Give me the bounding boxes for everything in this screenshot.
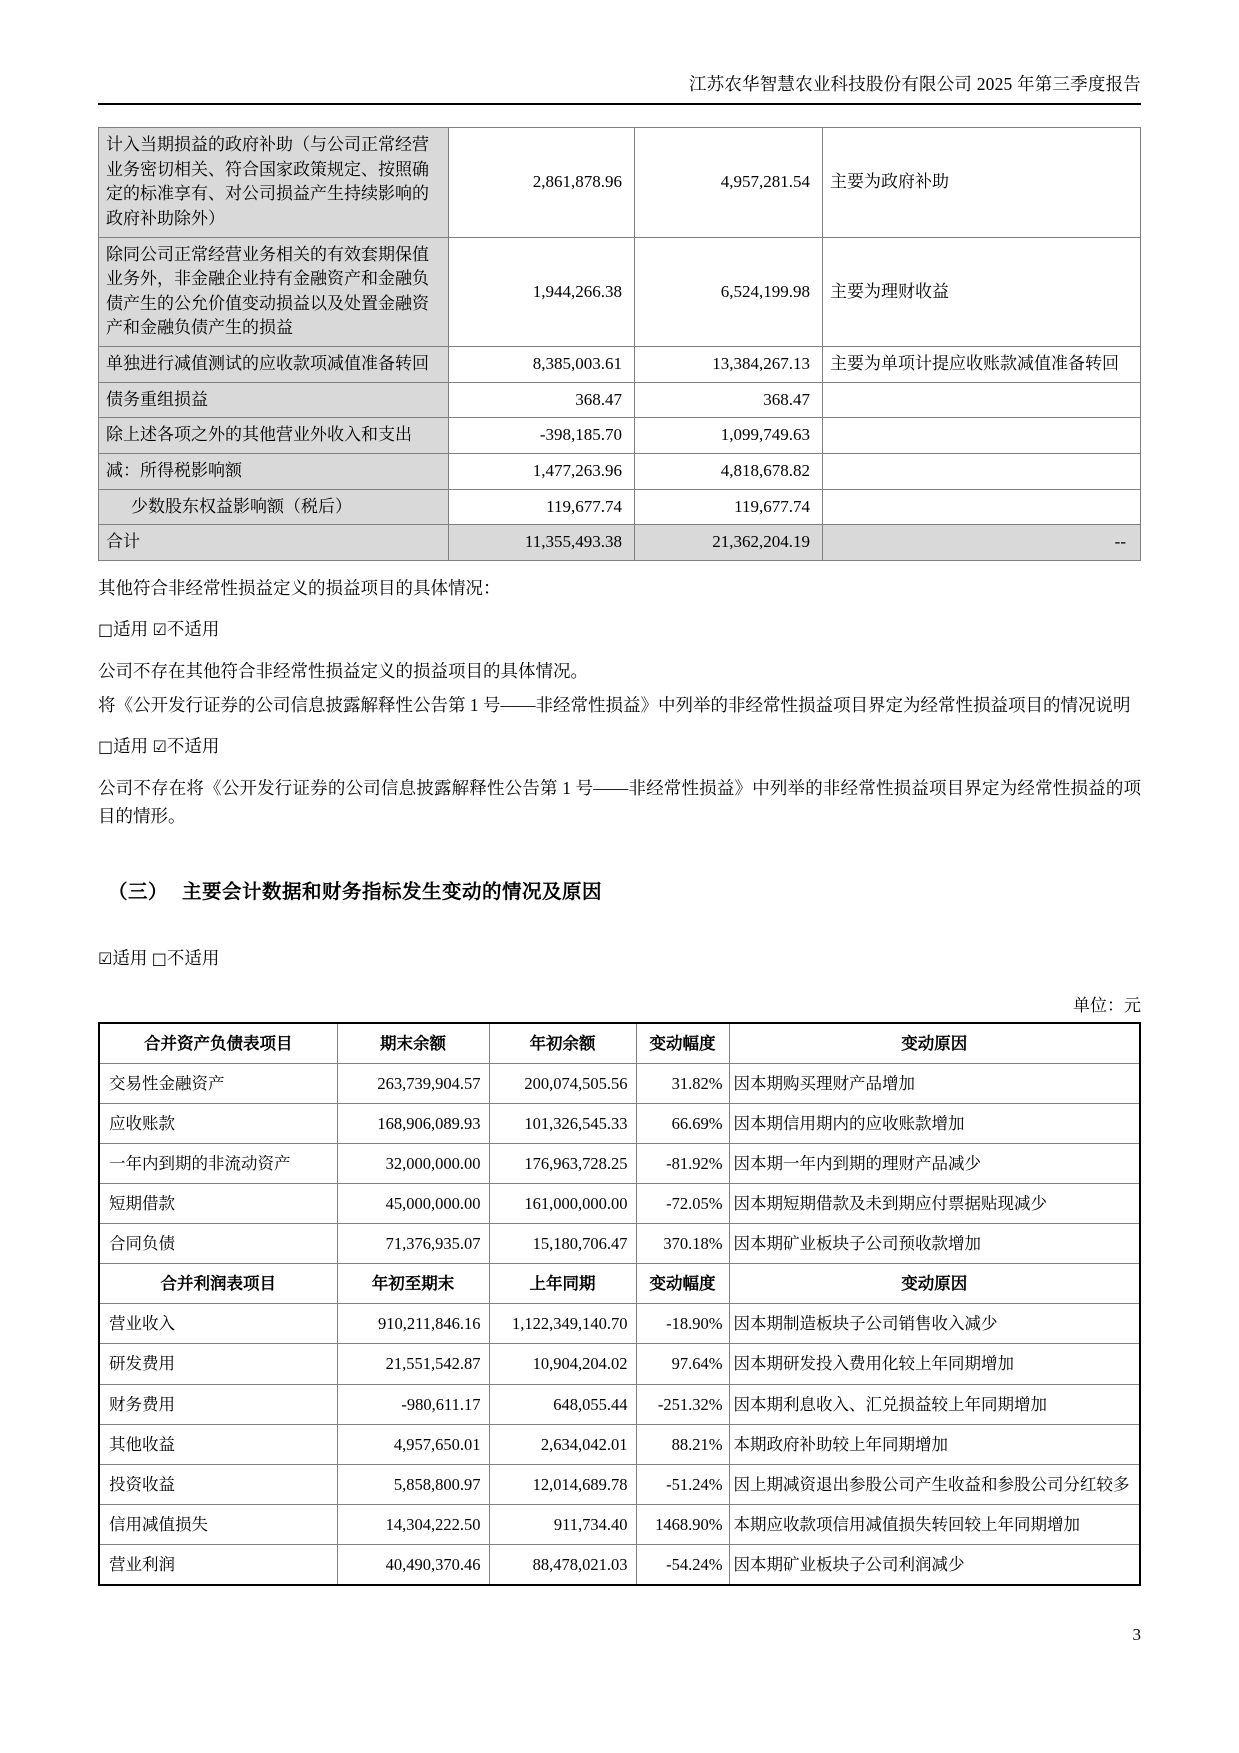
choice-label-not-applicable: 不适用 xyxy=(166,736,220,757)
row-item: 营业利润 xyxy=(99,1544,337,1585)
column-header-ytd: 年初至期末 xyxy=(337,1264,489,1304)
row-item: 财务费用 xyxy=(99,1384,337,1424)
row-prior-period: 1,122,349,140.70 xyxy=(489,1304,636,1344)
row-end-balance: 168,906,089.93 xyxy=(337,1103,489,1143)
row-change: -18.90% xyxy=(636,1304,729,1344)
table-row xyxy=(99,1504,1140,1544)
row-label: 除上述各项之外的其他营业外收入和支出 xyxy=(99,418,449,454)
column-header-item: 合并资产负债表项目 xyxy=(99,1023,337,1064)
table-row xyxy=(99,1144,1140,1184)
table-row xyxy=(99,454,1141,490)
table-row xyxy=(99,1544,1140,1585)
nonrecurring-items-body xyxy=(99,128,1141,561)
row-note: -- xyxy=(823,525,1141,561)
header-title: 江苏农华智慧农业科技股份有限公司 2025 年第三季度报告 xyxy=(688,74,1141,94)
table-row xyxy=(99,1424,1140,1464)
row-item: 应收账款 xyxy=(99,1103,337,1143)
column-header-reason: 变动原因 xyxy=(729,1023,1140,1064)
applicability-choice-2 xyxy=(98,732,1141,760)
row-label: 合计 xyxy=(99,525,449,561)
row-begin-balance: 101,326,545.33 xyxy=(489,1103,636,1143)
other-items-heading: 其他符合非经常性损益定义的损益项目的具体情况： xyxy=(98,577,501,598)
row-value-ytd: 4,957,281.54 xyxy=(635,128,823,238)
row-reason: 因本期矿业板块子公司预收款增加 xyxy=(729,1224,1140,1264)
row-note: 主要为单项计提应收账款减值准备转回 xyxy=(823,347,1141,383)
other-items-text: 公司不存在其他符合非经常性损益定义的损益项目的具体情况。 xyxy=(98,660,588,681)
row-change: 97.64% xyxy=(636,1344,729,1384)
row-value-ytd: 4,818,678.82 xyxy=(635,454,823,490)
row-value-ytd: 13,384,267.13 xyxy=(635,347,823,383)
row-note: 主要为政府补助 xyxy=(823,128,1141,238)
row-begin-balance: 200,074,505.56 xyxy=(489,1063,636,1103)
table-row xyxy=(99,1184,1140,1224)
row-ytd: 21,551,542.87 xyxy=(337,1344,489,1384)
table-header-row-balance xyxy=(99,1023,1140,1064)
row-ytd: 4,957,650.01 xyxy=(337,1424,489,1464)
table-row-total xyxy=(99,525,1141,561)
row-end-balance: 45,000,000.00 xyxy=(337,1184,489,1224)
row-value-ytd: 6,524,199.98 xyxy=(635,237,823,347)
row-change: 66.69% xyxy=(636,1103,729,1143)
row-reason: 因本期矿业板块子公司利润减少 xyxy=(729,1544,1140,1585)
row-note xyxy=(823,418,1141,454)
column-header-change: 变动幅度 xyxy=(636,1023,729,1064)
row-prior-period: 911,734.40 xyxy=(489,1504,636,1544)
row-item: 投资收益 xyxy=(99,1464,337,1504)
row-label: 债务重组损益 xyxy=(99,382,449,418)
unchecked-box-icon[interactable]: □ xyxy=(98,620,114,640)
row-item: 交易性金融资产 xyxy=(99,1063,337,1103)
row-end-balance: 32,000,000.00 xyxy=(337,1144,489,1184)
row-label: 计入当期损益的政府补助（与公司正常经营业务密切相关、符合国家政策规定、按照确定的标准享有、对公司损益产生持续影响的政府补助除外） xyxy=(99,128,449,238)
changes-table xyxy=(98,1022,1141,1586)
row-reason: 因本期一年内到期的理财产品减少 xyxy=(729,1144,1140,1184)
row-change: -251.32% xyxy=(636,1384,729,1424)
row-value-current: 119,677.74 xyxy=(449,489,635,525)
row-ytd: 40,490,370.46 xyxy=(337,1544,489,1585)
row-change: 31.82% xyxy=(636,1063,729,1103)
unchecked-box-icon[interactable]: □ xyxy=(98,737,114,757)
define-heading: 将《公开发行证券的公司信息披露解释性公告第 1 号——非经常性损益》中列举的非经常性损益项目界定为经常性损益项目的情况说明 xyxy=(98,695,1131,715)
checked-box-icon[interactable]: ☑ xyxy=(98,949,113,969)
row-reason: 本期应收款项信用减值损失转回较上年同期增加 xyxy=(729,1504,1140,1544)
row-note xyxy=(823,382,1141,418)
document-header xyxy=(98,0,1141,95)
row-note xyxy=(823,489,1141,525)
row-value-current: 8,385,003.61 xyxy=(449,347,635,383)
table-row xyxy=(99,489,1141,525)
column-header-begin-balance: 年初余额 xyxy=(489,1023,636,1064)
row-ytd: 910,211,846.16 xyxy=(337,1304,489,1344)
column-header-prior-period: 上年同期 xyxy=(489,1264,636,1304)
row-value-ytd: 1,099,749.63 xyxy=(635,418,823,454)
row-item: 营业收入 xyxy=(99,1304,337,1344)
table-row xyxy=(99,128,1141,238)
row-reason: 因本期短期借款及未到期应付票据贴现减少 xyxy=(729,1184,1140,1224)
row-label: 少数股东权益影响额（税后） xyxy=(99,489,449,525)
table-row xyxy=(99,347,1141,383)
column-header-item: 合并利润表项目 xyxy=(99,1264,337,1304)
row-label: 减：所得税影响额 xyxy=(99,454,449,490)
row-item: 一年内到期的非流动资产 xyxy=(99,1144,337,1184)
table-row xyxy=(99,1224,1140,1264)
unchecked-box-icon[interactable]: □ xyxy=(151,949,167,969)
choice-label-applicable: 适用 xyxy=(112,948,148,969)
column-header-end-balance: 期末余额 xyxy=(337,1023,489,1064)
row-value-current: -398,185.70 xyxy=(449,418,635,454)
column-header-reason: 变动原因 xyxy=(729,1264,1140,1304)
row-change: -72.05% xyxy=(636,1184,729,1224)
row-prior-period: 10,904,204.02 xyxy=(489,1344,636,1384)
row-item: 其他收益 xyxy=(99,1424,337,1464)
row-begin-balance: 161,000,000.00 xyxy=(489,1184,636,1224)
table-row xyxy=(99,1384,1140,1424)
row-reason: 因本期研发投入费用化较上年同期增加 xyxy=(729,1344,1140,1384)
row-prior-period: 648,055.44 xyxy=(489,1384,636,1424)
row-begin-balance: 15,180,706.47 xyxy=(489,1224,636,1264)
table-row xyxy=(99,1063,1140,1103)
choice-label-not-applicable: 不适用 xyxy=(166,948,220,969)
row-value-current: 11,355,493.38 xyxy=(449,525,635,561)
row-reason: 因本期制造板块子公司销售收入减少 xyxy=(729,1304,1140,1344)
checked-box-icon[interactable]: ☑ xyxy=(152,737,167,757)
row-prior-period: 88,478,021.03 xyxy=(489,1544,636,1585)
choice-label-applicable: 适用 xyxy=(113,736,149,757)
row-value-current: 1,944,266.38 xyxy=(449,237,635,347)
table-row xyxy=(99,237,1141,347)
row-change: -54.24% xyxy=(636,1544,729,1585)
table-row xyxy=(99,418,1141,454)
table-header-row-income xyxy=(99,1264,1140,1304)
row-item: 短期借款 xyxy=(99,1184,337,1224)
row-reason: 本期政府补助较上年同期增加 xyxy=(729,1424,1140,1464)
row-value-ytd: 119,677.74 xyxy=(635,489,823,525)
section-title: 主要会计数据和财务指标发生变动的情况及原因 xyxy=(182,882,603,904)
row-value-current: 1,477,263.96 xyxy=(449,454,635,490)
applicability-choice-1 xyxy=(98,615,1141,643)
row-begin-balance: 176,963,728.25 xyxy=(489,1144,636,1184)
row-reason: 因本期购买理财产品增加 xyxy=(729,1063,1140,1103)
section-number: （三） xyxy=(108,882,169,904)
page-number: 3 xyxy=(1132,1625,1141,1644)
row-item: 研发费用 xyxy=(99,1344,337,1384)
row-value-current: 2,861,878.96 xyxy=(449,128,635,238)
row-value-ytd: 368.47 xyxy=(635,382,823,418)
row-reason: 因上期减资退出参股公司产生收益和参股公司分红较多 xyxy=(729,1464,1140,1504)
row-reason: 因本期信用期内的应收账款增加 xyxy=(729,1103,1140,1143)
define-text: 公司不存在将《公开发行证券的公司信息披露解释性公告第 1 号——非经常性损益》中列举的非经常性损益项目界定为经常性损益的项目的情形。 xyxy=(98,777,1141,827)
table-row xyxy=(99,1344,1140,1384)
row-change: 88.21% xyxy=(636,1424,729,1464)
row-ytd: -980,611.17 xyxy=(337,1384,489,1424)
row-ytd: 14,304,222.50 xyxy=(337,1504,489,1544)
column-header-change: 变动幅度 xyxy=(636,1264,729,1304)
row-change: 370.18% xyxy=(636,1224,729,1264)
row-label: 单独进行减值测试的应收款项减值准备转回 xyxy=(99,347,449,383)
unit-label: 单位：元 xyxy=(1073,995,1141,1015)
choice-label-applicable: 适用 xyxy=(113,619,149,640)
row-change: -81.92% xyxy=(636,1144,729,1184)
page-title xyxy=(108,876,1141,904)
table-row xyxy=(99,1103,1140,1143)
row-change: -51.24% xyxy=(636,1464,729,1504)
choice-label-not-applicable: 不适用 xyxy=(166,619,220,640)
nonrecurring-items-table xyxy=(98,127,1141,561)
row-reason: 因本期利息收入、汇兑损益较上年同期增加 xyxy=(729,1384,1140,1424)
row-value-current: 368.47 xyxy=(449,382,635,418)
row-label: 除同公司正常经营业务相关的有效套期保值业务外，非金融企业持有金融资产和金融负债产生的公允价值变动损益以及处置金融资产和金融负债产生的损益 xyxy=(99,237,449,347)
row-end-balance: 263,739,904.57 xyxy=(337,1063,489,1103)
row-item: 合同负债 xyxy=(99,1224,337,1264)
row-value-ytd: 21,362,204.19 xyxy=(635,525,823,561)
row-item: 信用减值损失 xyxy=(99,1504,337,1544)
row-prior-period: 12,014,689.78 xyxy=(489,1464,636,1504)
row-prior-period: 2,634,042.01 xyxy=(489,1424,636,1464)
row-note: 主要为理财收益 xyxy=(823,237,1141,347)
row-ytd: 5,858,800.97 xyxy=(337,1464,489,1504)
table-row xyxy=(99,1464,1140,1504)
checked-box-icon[interactable]: ☑ xyxy=(152,620,167,640)
row-end-balance: 71,376,935.07 xyxy=(337,1224,489,1264)
row-note xyxy=(823,454,1141,490)
table-row xyxy=(99,382,1141,418)
row-change: 1468.90% xyxy=(636,1504,729,1544)
section-applicability-choice xyxy=(98,944,1141,972)
table-row xyxy=(99,1304,1140,1344)
header-divider xyxy=(98,103,1141,105)
changes-table-body xyxy=(99,1023,1140,1585)
